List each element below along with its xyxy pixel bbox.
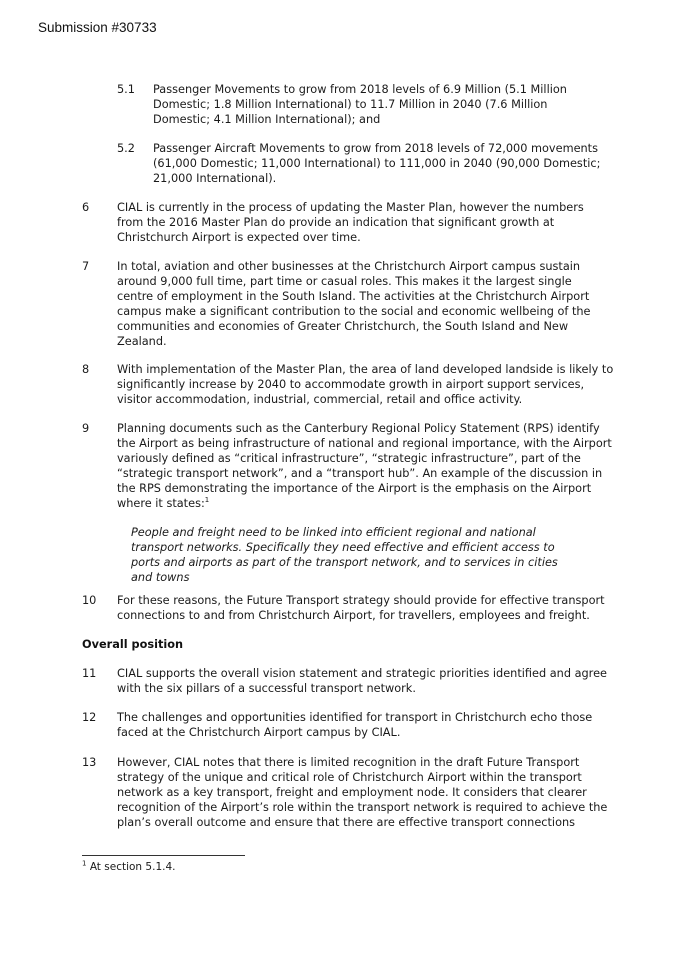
text-line: (61,000 Domestic; 11,000 International) to 111,000 in 2040 (90,000 Domestic; [153,156,601,170]
text-line: Domestic; 4.1 Million International); and [153,112,381,126]
text-line: variously defined as “critical infrastructure”, “strategic infrastructure”, part of the [117,451,581,465]
paragraph-text [117,756,622,831]
text-line: campus make a significant contribution to the social and economic wellbeing of the [117,304,591,318]
text-line: 21,000 International). [153,171,277,185]
paragraph-text [117,201,622,246]
text-line: Christchurch Airport is expected over time. [117,230,361,244]
footnote-divider [82,855,245,856]
paragraph-text [117,711,622,741]
text-line: Passenger Aircraft Movements to grow from 2018 levels of 72,000 movements [153,142,599,155]
text-line: strategy of the unique and critical role of Christchurch Airport within the transport [117,770,582,784]
paragraph-text [117,363,622,408]
text-line: around 9,000 full time, part time or casual roles. This makes it the largest single [117,274,572,288]
text-line: “strategic transport network”, and a “transport hub”. An example of the discussion in [117,466,603,480]
text-line: significantly increase by 2040 to accommodate growth in airport support services, [117,377,585,391]
text-line: CIAL is currently in the process of updating the Master Plan, however the numbers [117,201,584,214]
text-line: the Airport as being infrastructure of national and regional importance, with the Airport [117,436,612,450]
text-line: from the 2016 Master Plan do provide an indication that significant growth at [117,215,555,229]
text-line: CIAL supports the overall vision statement and strategic priorities identified and agree [117,667,607,680]
text-line: However, CIAL notes that there is limited recognition in the draft Future Transport [117,756,580,769]
text-line: Passenger Movements to grow from 2018 levels of 6.9 Million (5.1 Million [153,83,567,96]
text-line: recognition of the Airport’s role within the transport network is required to achieve the [117,800,608,814]
section-heading: Overall position [82,638,184,651]
text-line: The challenges and opportunities identified for transport in Christchurch echo those [117,711,593,724]
text-line: communities and economies of Greater Christchurch, the South Island and New [117,319,569,333]
text-line: Domestic; 1.8 Million International) to 11.7 Million in 2040 (7.6 Million [153,97,548,111]
text-line: connections to and from Christchurch Airport, for travellers, employees and freight. [117,608,590,622]
text-line-with-footnote [117,497,622,512]
text-line: where it states: [117,496,205,510]
paragraph-number: 13 [82,756,97,769]
paragraph-text [117,667,622,697]
paragraph-text [117,422,622,511]
text-line: Zealand. [117,334,167,348]
text-line: plan’s overall outcome and ensure that there are effective transport connections [117,815,576,829]
text-line: centre of employment in the South Island. The activities at the Christchurch Airport [117,289,590,303]
footnote-mark: 1 [82,859,87,868]
item-number: 5.2 [117,142,135,155]
paragraph-number: 10 [82,594,97,607]
item-text [153,142,617,187]
paragraph-number: 12 [82,711,97,724]
item-text [153,83,617,128]
quote-line: transport networks. Specifically they need effective and efficient access to [131,540,555,554]
paragraph-text [117,594,622,624]
paragraph-text [117,260,622,349]
text-line: With implementation of the Master Plan, the area of land developed landside is likely to [117,363,614,376]
item-number: 5.1 [117,83,135,96]
paragraph-number: 11 [82,667,97,680]
paragraph-number: 7 [82,260,90,273]
text-line: In total, aviation and other businesses at the Christchurch Airport campus sustain [117,260,581,273]
paragraph-number: 8 [82,363,90,376]
text-line: faced at the Christchurch Airport campus by CIAL. [117,725,401,739]
quote-line: ports and airports as part of the transport network, and to services in cities [131,555,558,569]
submission-header: Submission #30733 [38,20,157,35]
paragraph-number: 9 [82,422,90,435]
quote-line: and towns [131,570,190,584]
quote-line: People and freight need to be linked into efficient regional and national [131,526,536,539]
text-line: with the six pillars of a successful transport network. [117,681,416,695]
footnote [82,861,175,873]
text-line: network as a key transport, freight and employment node. It considers that clearer [117,785,587,799]
text-line: the RPS demonstrating the importance of the Airport is the emphasis on the Airport [117,481,592,495]
text-line: visitor accommodation, industrial, commercial, retail and office activity. [117,392,523,406]
footnote-text: At section 5.1.4. [89,861,176,873]
paragraph-number: 6 [82,201,90,214]
text-line: For these reasons, the Future Transport strategy should provide for effective transport [117,594,605,607]
text-line: Planning documents such as the Canterbury Regional Policy Statement (RPS) identify [117,422,600,435]
footnote-reference[interactable]: 1 [204,495,210,504]
block-quote [131,526,558,586]
